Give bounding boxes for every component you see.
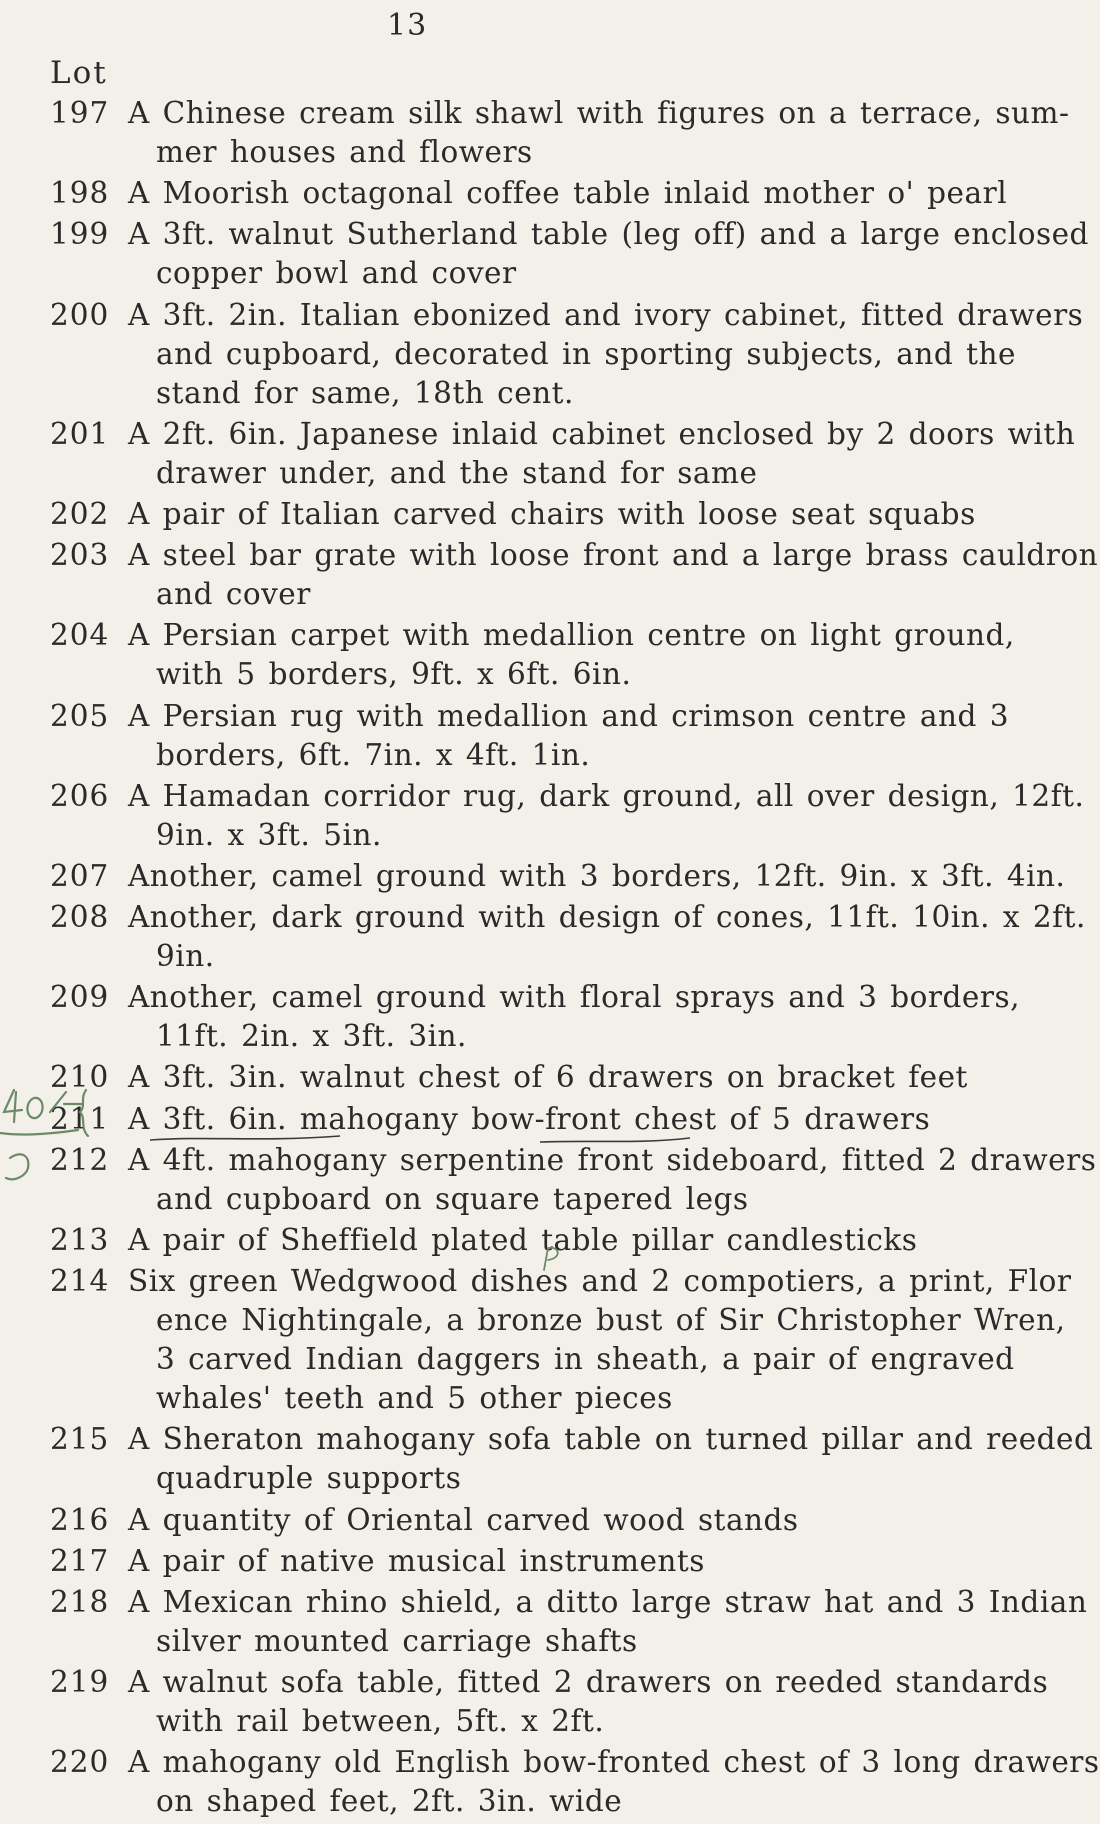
lot-entry <box>50 536 1099 614</box>
lot-description-line: and cover <box>156 577 311 612</box>
lot-entry <box>50 1058 968 1097</box>
lot-description-line: 3 carved Indian daggers in sheath, a pair of engraved <box>156 1342 1015 1377</box>
lot-entry <box>50 898 1086 976</box>
lot-number: 204 <box>50 618 110 653</box>
lot-description-line: A walnut sofa table, fitted 2 drawers on reeded standards <box>128 1665 1049 1700</box>
lot-list <box>50 94 1100 1824</box>
lot-description-line: with 5 borders, 9ft. x 6ft. 6in. <box>156 657 632 692</box>
lot-description <box>128 616 1015 694</box>
lot-description <box>128 898 1086 976</box>
lot-description <box>128 1221 917 1260</box>
lot-description <box>128 215 1089 293</box>
lot-description <box>128 777 1084 855</box>
lot-entry <box>50 1420 1094 1498</box>
lot-number: 212 <box>50 1142 110 1177</box>
lot-description-line: A Chinese cream silk shawl with figures on a terrace, sum- <box>128 96 1070 130</box>
lot-number: 198 <box>50 176 110 211</box>
lot-number: 208 <box>50 900 110 935</box>
lot-entry <box>50 777 1085 855</box>
lot-entry <box>50 1743 1100 1821</box>
lot-description-line: A Mexican rhino shield, a ditto large straw hat and 3 Indian <box>128 1584 1088 1619</box>
lot-entry <box>50 1663 1049 1741</box>
lot-description-line: A Moorish octagonal coffee table inlaid mother o' pearl <box>128 176 1008 211</box>
lot-description-line: A steel bar grate with loose front and a large brass cauldron <box>128 538 1099 573</box>
lot-description-line: drawer under, and the stand for same <box>156 455 758 490</box>
lot-description-line: A Persian carpet with medallion centre on light ground, <box>128 618 1015 653</box>
lot-description <box>128 1100 930 1139</box>
lot-description <box>128 1420 1093 1498</box>
lot-description-line: A 2ft. 6in. Japanese inlaid cabinet enclosed by 2 doors with <box>128 416 1076 451</box>
lot-description-line: on shaped feet, 2ft. 3in. wide <box>156 1784 623 1819</box>
lot-description-line: A pair of native musical instruments <box>128 1543 705 1578</box>
lot-description-line: Six green Wedgwood dishes and 2 compotiers, a print, Flor <box>128 1264 1072 1299</box>
lot-entry <box>50 616 1015 694</box>
lot-description <box>128 94 1069 172</box>
lot-description-line: quadruple supports <box>156 1461 462 1496</box>
lot-number: 207 <box>50 858 110 893</box>
lot-description-line: A 3ft. 2in. Italian ebonized and ivory cabinet, fitted drawers <box>128 297 1084 332</box>
lot-description <box>128 1663 1048 1741</box>
lot-description-line: 9in. x 3ft. 5in. <box>156 817 382 852</box>
lot-description <box>128 1583 1087 1661</box>
lot-description-line: A Sheraton mahogany sofa table on turned pillar and reeded <box>128 1422 1094 1457</box>
lot-description-line: A Persian rug with medallion and crimson centre and 3 <box>128 698 1009 733</box>
lot-description <box>128 495 976 534</box>
lot-description-line: A 4ft. mahogany serpentine front sideboard, fitted 2 drawers <box>128 1142 1097 1177</box>
lot-number: 205 <box>50 698 110 733</box>
lot-description-line: stand for same, 18th cent. <box>156 375 574 410</box>
lot-number: 218 <box>50 1584 110 1619</box>
lot-number: 200 <box>50 297 110 332</box>
lot-column-header: Lot <box>50 55 108 91</box>
lot-number: 197 <box>50 96 110 130</box>
lot-description-line: A pair of Sheffield plated table pillar candlesticks <box>128 1223 918 1257</box>
lot-description <box>128 978 1020 1056</box>
lot-number: 217 <box>50 1543 110 1578</box>
lot-description-line: silver mounted carriage shafts <box>156 1623 638 1658</box>
lot-entry <box>50 1262 1072 1418</box>
lot-description-line: with rail between, 5ft. x 2ft. <box>156 1704 605 1739</box>
lot-number: 215 <box>50 1422 110 1457</box>
lot-description <box>128 1501 799 1540</box>
lot-description-line: and cupboard on square tapered legs <box>156 1181 749 1216</box>
lot-number: 213 <box>50 1223 110 1257</box>
lot-number: 206 <box>50 778 110 813</box>
lot-description <box>128 1141 1096 1219</box>
lot-number: 214 <box>50 1264 110 1299</box>
lot-entry <box>50 1221 918 1260</box>
lot-entry <box>50 857 1066 896</box>
lot-description <box>128 1743 1100 1821</box>
lot-number: 199 <box>50 217 110 252</box>
lot-description-line: 11ft. 2in. x 3ft. 3in. <box>156 1019 467 1054</box>
lot-description <box>128 1058 968 1097</box>
lot-entry <box>50 1141 1097 1219</box>
page-number: 13 <box>387 8 428 43</box>
lot-number: 220 <box>50 1745 110 1780</box>
lot-description <box>128 174 1007 213</box>
lot-description-line: A 3ft. walnut Sutherland table (leg off) and a large enclosed <box>128 217 1089 252</box>
lot-entry <box>50 495 976 534</box>
lot-description <box>128 536 1098 614</box>
lot-number: 203 <box>50 538 110 573</box>
lot-entry <box>50 215 1089 293</box>
lot-number: 210 <box>50 1060 110 1095</box>
lot-entry <box>50 415 1076 493</box>
lot-number: 202 <box>50 496 110 531</box>
lot-description-line: A pair of Italian carved chairs with loose seat squabs <box>128 496 976 531</box>
lot-number: 209 <box>50 980 110 1015</box>
lot-description-line: Another, camel ground with 3 borders, 12ft. 9in. x 3ft. 4in. <box>128 858 1066 893</box>
lot-description <box>128 296 1083 413</box>
lot-number: 219 <box>50 1665 110 1700</box>
lot-description <box>128 1542 780 1581</box>
lot-number: 211 <box>50 1101 110 1136</box>
lot-description-line: borders, 6ft. 7in. x 4ft. 1in. <box>156 737 591 772</box>
lot-description-line: Another, dark ground with design of cones, 11ft. 10in. x 2ft. <box>128 900 1086 935</box>
lot-description-line: A quantity of Oriental carved wood stands <box>128 1502 799 1537</box>
lot-description-line: Another, camel ground with floral sprays and 3 borders, <box>128 980 1020 1015</box>
lot-entry <box>50 94 1070 172</box>
lot-description-line: A mahogany old English bow-fronted chest of 3 long drawers <box>128 1745 1100 1780</box>
lot-description-line: A 3ft. 6in. mahogany bow-front chest of 5 drawers <box>128 1101 931 1136</box>
lot-description-line: whales' teeth and 5 other pieces <box>156 1381 673 1416</box>
lot-entry <box>50 1583 1088 1661</box>
lot-description-line: and cupboard, decorated in sporting subjects, and the <box>156 336 1016 371</box>
lot-entry <box>50 1100 931 1139</box>
lot-description-line: ence Nightingale, a bronze bust of Sir Christopher Wren, <box>156 1303 1066 1338</box>
lot-description <box>128 697 1009 775</box>
lot-number: 216 <box>50 1502 110 1537</box>
lot-number: 201 <box>50 416 110 451</box>
lot-description <box>128 1262 1071 1418</box>
lot-entry <box>50 1501 799 1540</box>
lot-description-line: mer houses and flowers <box>156 135 533 169</box>
lot-description <box>128 857 1065 896</box>
lot-entry <box>50 174 1008 213</box>
lot-entry <box>50 697 1009 775</box>
lot-entry <box>50 978 1020 1056</box>
lot-entry <box>50 1542 780 1581</box>
lot-description <box>128 415 1075 493</box>
lot-entry <box>50 296 1084 413</box>
lot-description-line: copper bowl and cover <box>156 256 517 291</box>
lot-description-line: A 3ft. 3in. walnut chest of 6 drawers on bracket feet <box>128 1060 968 1095</box>
lot-description-line: A Hamadan corridor rug, dark ground, all over design, 12ft. <box>128 778 1085 813</box>
lot-description-line: 9in. <box>156 939 215 974</box>
